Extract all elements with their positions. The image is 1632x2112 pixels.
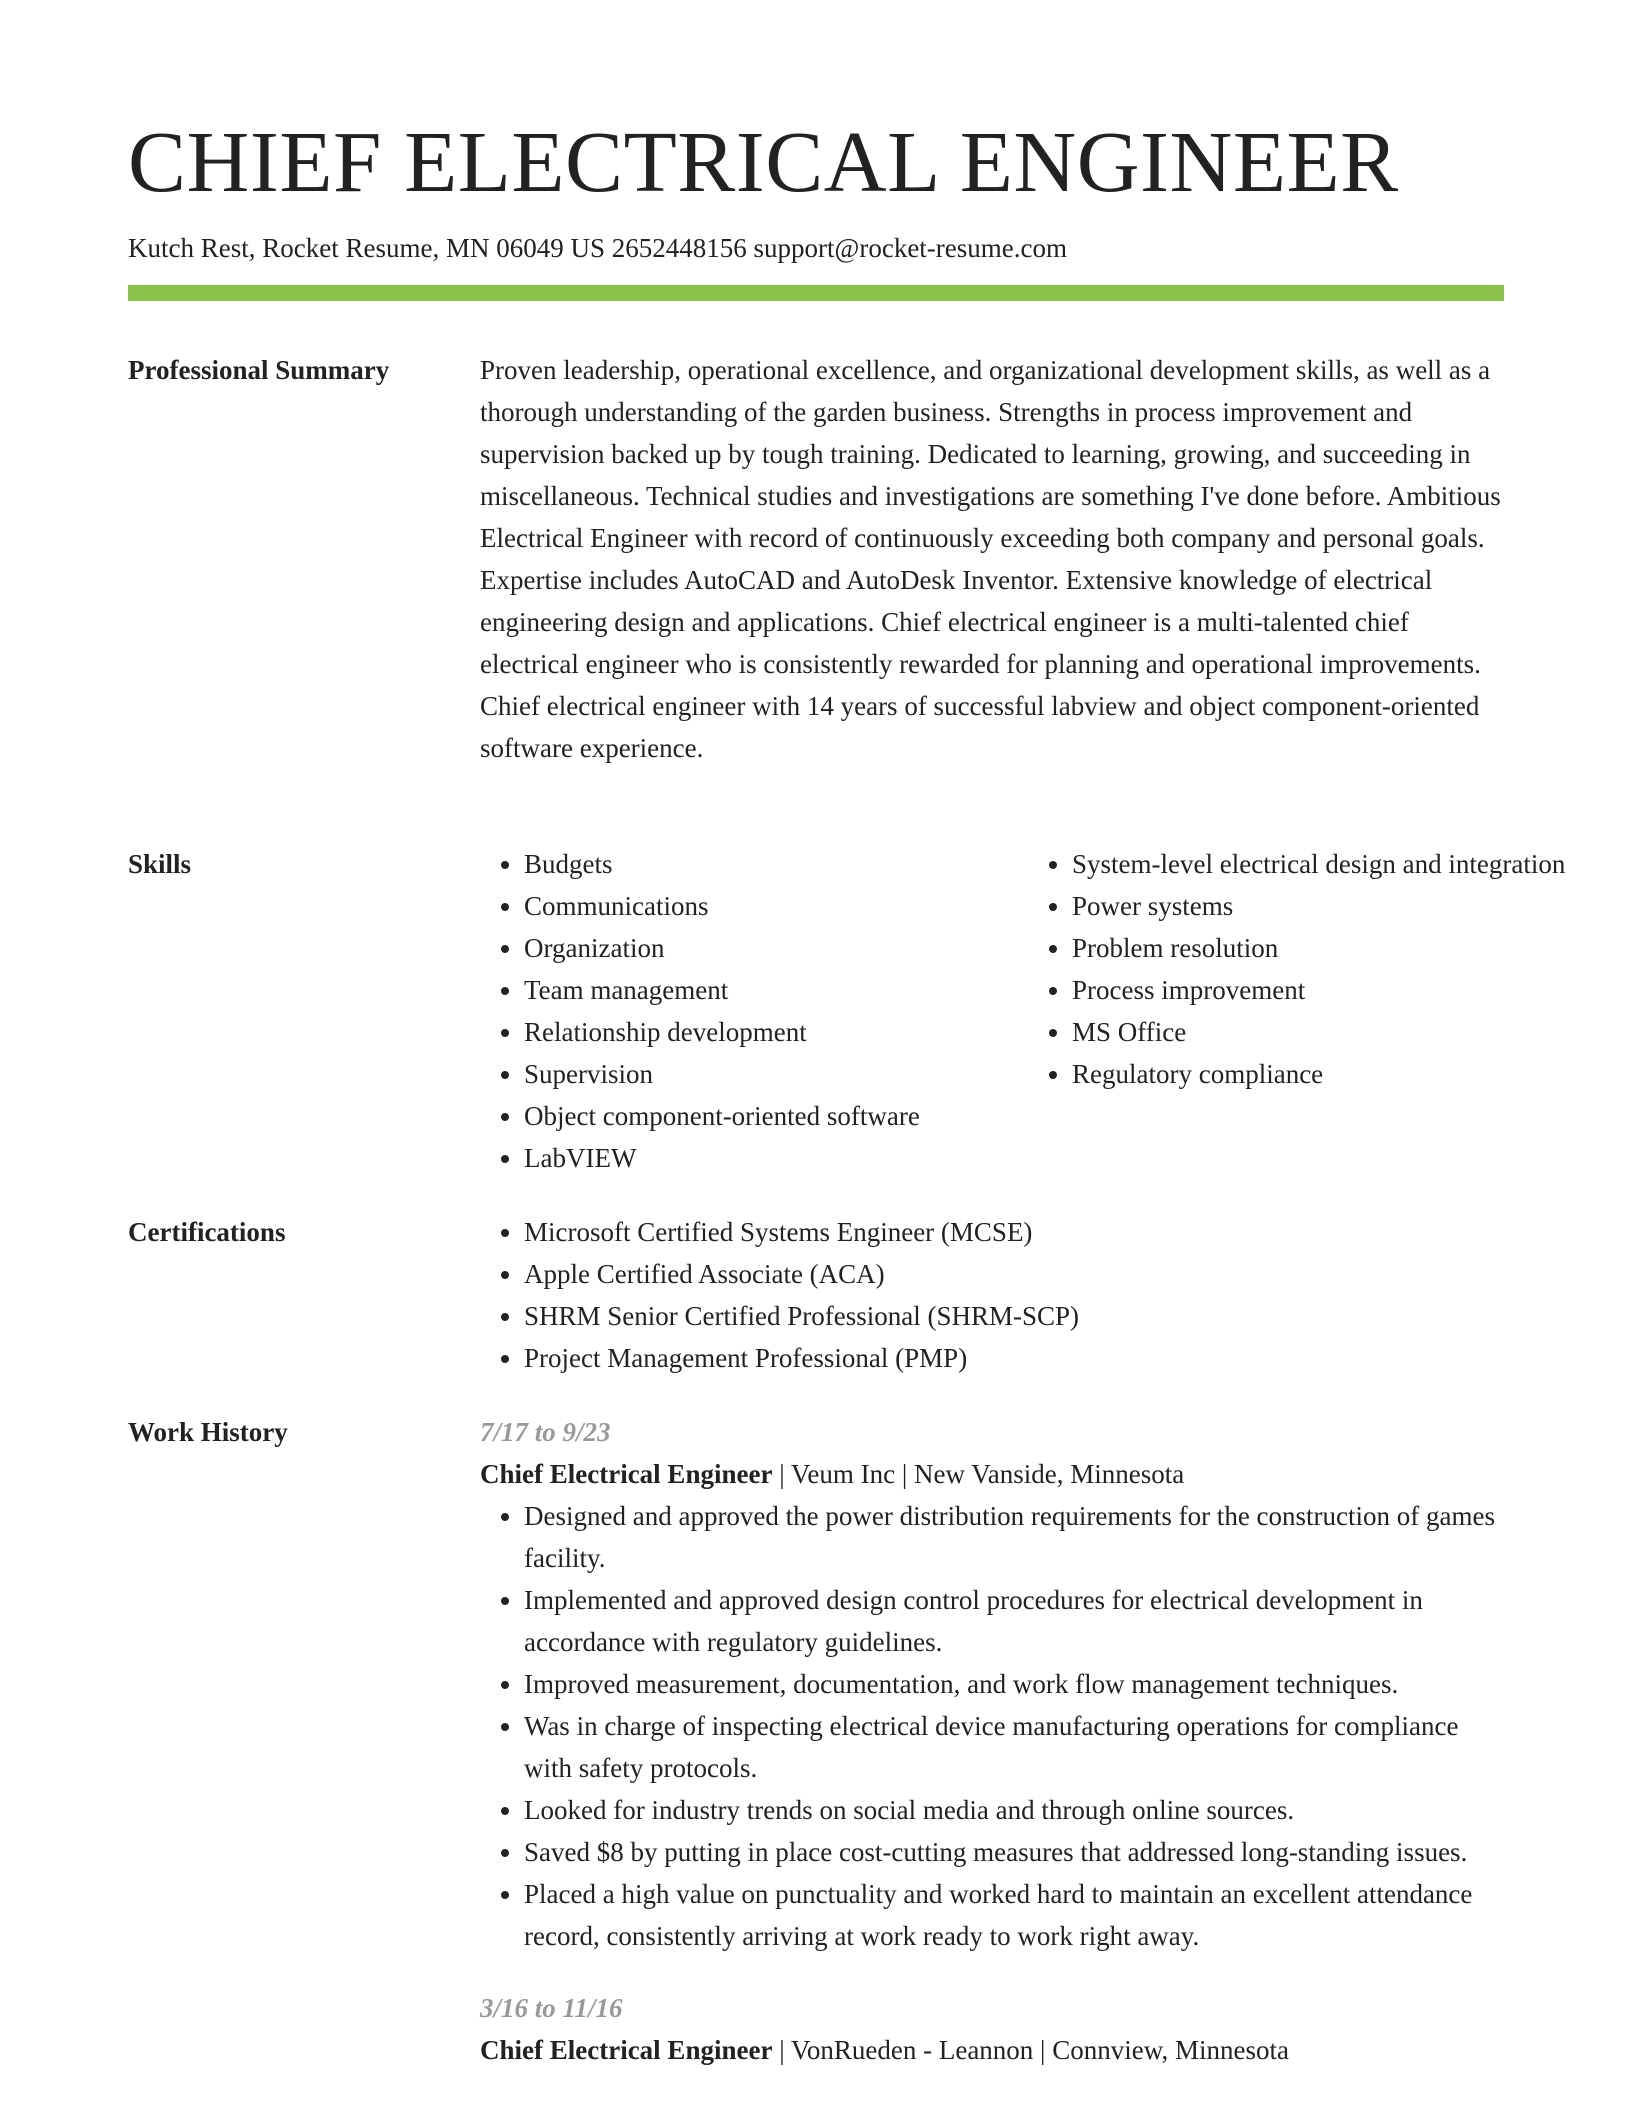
job-entry bbox=[480, 1411, 1505, 1957]
skill-item: • Power systems bbox=[1072, 885, 1576, 927]
skill-item: • Relationship development bbox=[524, 1011, 1028, 1053]
contact-phone: 2652448156 bbox=[611, 233, 747, 263]
skill-item: • Object component-oriented software bbox=[524, 1095, 1028, 1137]
skill-item: • LabVIEW bbox=[524, 1137, 1028, 1179]
job-heading bbox=[480, 2029, 1505, 2071]
job-dates: 7/17 to 9/23 bbox=[480, 1417, 611, 1447]
skill-item: • Team management bbox=[524, 969, 1028, 1011]
job-bullet: • Designed and approved the power distribution requirements for the construction of games facility. bbox=[524, 1495, 1505, 1579]
skills-content bbox=[480, 843, 1566, 1179]
job-bullets bbox=[480, 1495, 1505, 1957]
job-bullet: • Implemented and approved design control procedures for electrical development in accordance with regulatory guidelines. bbox=[524, 1579, 1505, 1663]
job-title: Chief Electrical Engineer bbox=[480, 1459, 773, 1489]
job-bullet: • Placed a high value on punctuality and worked hard to maintain an excellent attendance record, consistently arriving at work ready to work right away. bbox=[524, 1873, 1505, 1957]
job-company-location: | Veum Inc | New Vanside, Minnesota bbox=[772, 1459, 1185, 1489]
work-history-heading: Work History bbox=[128, 1417, 288, 1447]
job-entry bbox=[480, 1987, 1505, 2071]
job-bullet: • Was in charge of inspecting electrical device manufacturing operations for compliance with safety protocols. bbox=[524, 1705, 1505, 1789]
summary-content bbox=[480, 349, 1505, 769]
skill-item: • Process improvement bbox=[1072, 969, 1576, 1011]
accent-divider bbox=[128, 285, 1504, 301]
work-history-content bbox=[480, 1411, 1505, 2071]
job-bullet: • Saved $8 by putting in place cost-cutting measures that addressed long-standing issues. bbox=[524, 1831, 1505, 1873]
contact-address: Kutch Rest, Rocket Resume, MN 06049 US bbox=[128, 233, 605, 263]
skills-list-right bbox=[1028, 843, 1576, 1179]
certification-item: • Project Management Professional (PMP) bbox=[524, 1337, 1505, 1379]
certification-item: • Microsoft Certified Systems Engineer (MCSE) bbox=[524, 1211, 1505, 1253]
skill-item: • MS Office bbox=[1072, 1011, 1576, 1053]
skill-item: • System-level electrical design and integration bbox=[1072, 843, 1576, 885]
job-company-location: | VonRueden - Leannon | Connview, Minnesota bbox=[772, 2035, 1289, 2065]
summary-text: Proven leadership, operational excellence, and organizational development skills, as well as a thorough understanding of the garden business. Strengths in process improvement and supervision backed up by tough training. Dedicated to learning, growing, and succeeding in miscellaneous. Technical studies and investigations are something I've done before. Ambitious Electrical Engineer with record of continuously exceeding both company and personal goals. Expertise includes AutoCAD and AutoDesk Inventor. Extensive knowledge of electrical engineering design and applications. Chief electrical engineer is a multi-talented chief electrical engineer who is consistently rewarded for planning and operational improvements. Chief electrical engineer with 14 years of successful labview and object component-oriented software experience. bbox=[480, 355, 1501, 763]
certifications-heading: Certifications bbox=[128, 1217, 286, 1247]
skill-item: • Communications bbox=[524, 885, 1028, 927]
skill-item: • Budgets bbox=[524, 843, 1028, 885]
job-dates: 3/16 to 11/16 bbox=[480, 1993, 623, 2023]
contact-email: support@rocket-resume.com bbox=[753, 233, 1068, 263]
skill-item: • Organization bbox=[524, 927, 1028, 969]
skills-list-left bbox=[480, 843, 1028, 1179]
contact-line bbox=[128, 230, 1067, 266]
certifications-list bbox=[480, 1211, 1505, 1379]
certification-item: • SHRM Senior Certified Professional (SHRM-SCP) bbox=[524, 1295, 1505, 1337]
summary-heading: Professional Summary bbox=[128, 355, 390, 385]
skill-item: • Supervision bbox=[524, 1053, 1028, 1095]
resume-title: CHIEF ELECTRICAL ENGINEER bbox=[128, 113, 1399, 210]
skill-item: • Regulatory compliance bbox=[1072, 1053, 1576, 1095]
job-heading bbox=[480, 1453, 1505, 1495]
certifications-content bbox=[480, 1211, 1505, 1379]
skills-heading: Skills bbox=[128, 849, 192, 879]
job-bullet: • Looked for industry trends on social media and through online sources. bbox=[524, 1789, 1505, 1831]
skill-item: • Problem resolution bbox=[1072, 927, 1576, 969]
certification-item: • Apple Certified Associate (ACA) bbox=[524, 1253, 1505, 1295]
job-title: Chief Electrical Engineer bbox=[480, 2035, 773, 2065]
job-bullet: • Improved measurement, documentation, and work flow management techniques. bbox=[524, 1663, 1505, 1705]
